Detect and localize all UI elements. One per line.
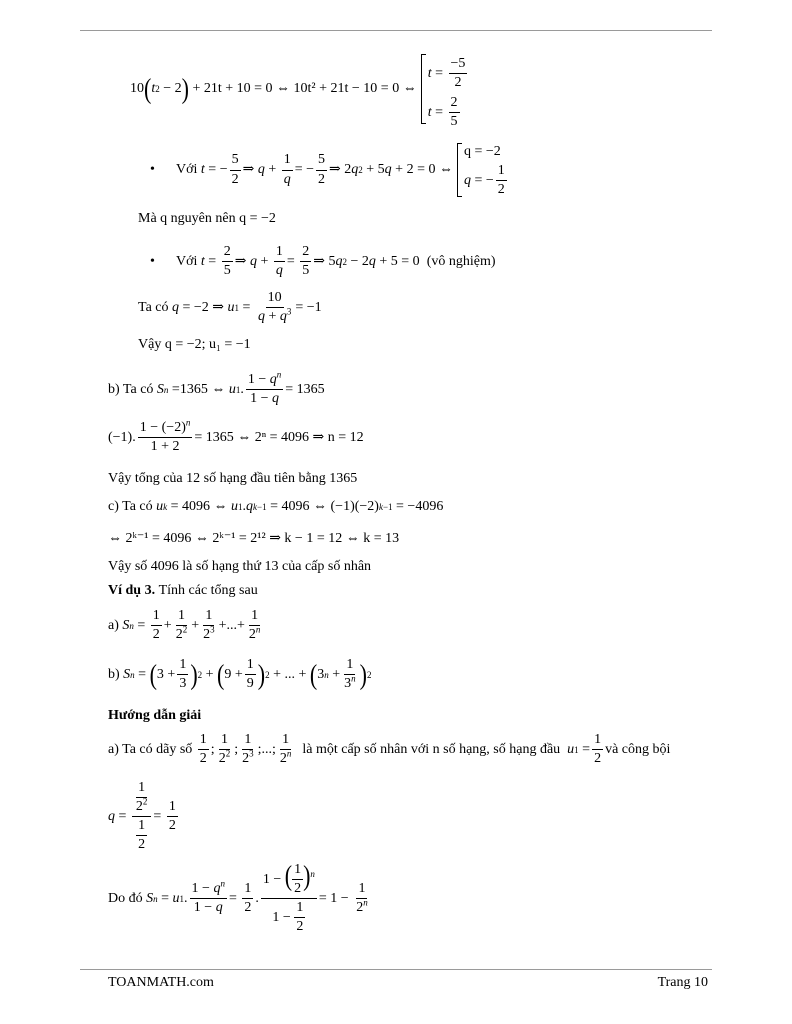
conclusion-2: Vậy tổng của 12 số hạng đầu tiên bằng 1365: [108, 471, 358, 486]
footer-page: Trang 10: [657, 975, 708, 990]
part-b-tail: = 1365 ⇔ 2ⁿ = 4096 ⇒ n = 12: [194, 429, 364, 445]
item-label: b): [108, 666, 120, 682]
example-3a: a) S n = $\frac{1}{2}$ + $\frac{1}{2^2}$ + $\frac{1}{2^3}$ +...+ $\frac{1}{2^n}$: [108, 608, 261, 643]
frac-num: 1: [496, 163, 507, 181]
frac-den: 2: [497, 182, 505, 198]
case-label: Với: [176, 162, 198, 177]
no-solution-note: (vô nghiệm): [426, 253, 496, 269]
part-c-line: c) Ta có u k = 4096 ⇔ u 1 . q k−1 = 4096 ⇔ (−1)(−2) k−1 = −4096: [108, 499, 444, 514]
case-2-line: • Với t = $\frac{2}{5}$ ⇒ q + $\frac{1}{q}$ = $\frac{2}{5}$ ⇒ 5 q 2 − 2 q + 5 = 0 (vô nghiệm): [150, 244, 496, 279]
case-label: Với: [176, 253, 198, 269]
example-text: Tính các tổng sau: [158, 583, 258, 598]
guide-title: Hướng dẫn giải: [108, 708, 202, 723]
solution-system-1: t = $\frac{-5}{2}$ t = $\frac{2}{5}$: [421, 54, 470, 124]
conclusion-1: Vậy q = −2; u₁ = −1: [138, 337, 251, 352]
sol-prefix: a) Ta có dãy số: [108, 741, 193, 757]
part-c-line-2: ⇔ 2ᵏ⁻¹ = 4096 ⇔ 2ᵏ⁻¹ = 2¹² ⇒ k − 1 = 12 ⇔ k = 13: [108, 531, 400, 546]
solution-system-2: q = −2 q = − $\frac{1}{2}$: [457, 143, 509, 197]
frac-den: 2: [454, 75, 462, 91]
frac-num: 10: [266, 290, 284, 308]
frac-num: −5: [449, 56, 468, 74]
header-rule: [80, 30, 712, 31]
part-c-prefix: c) Ta có: [108, 499, 153, 514]
part-b-prefix: b) Ta có: [108, 381, 154, 397]
final-prefix: Do đó: [108, 890, 143, 906]
sol-tail: và công bội: [605, 741, 671, 757]
equation-line-1: 10 ( t 2 − 2 ) + 21t + 10 = 0 ⇔ 10t² + 21t − 10 = 0 ⇔ t = $\frac{-5}{2}$ t = $\frac{2}{5}$: [130, 54, 469, 124]
example-title: Ví dụ 3.: [108, 583, 156, 598]
solution-a-line: a) Ta có dãy số $\frac{1}{2}$ ; $\frac{1}{2^2}$ ; $\frac{1}{2^3}$ ;...; $\frac{1}{2^n}$ là một cấp số nhân với n số hạng, số hạng đầu u 1 = $\frac{1}{2}$ và công bội: [108, 732, 671, 767]
u1-line: Ta có q = −2 ⇒ u 1 = $\frac{10}{q + q^3}$ = −1: [138, 290, 322, 325]
ratio-line: q = $\frac{\frac{1}{2^2}}{\frac{1}{2}}$ = $\frac{1}{2}$: [108, 780, 176, 853]
footer-site: TOANMATH.com: [108, 975, 214, 990]
part-b-line: b) Ta có S n =1365 ⇔ u 1 . $\frac{1 - q^n}{1 - q}$ = 1365: [108, 369, 325, 407]
conclusion-3: Vậy số 4096 là số hạng thứ 13 của cấp số nhân: [108, 559, 372, 574]
q-solution-1: q = −2: [463, 144, 501, 159]
sol-mid: là một cấp số nhân với n số hạng, số hạng đầu: [302, 741, 561, 757]
guide-heading: [108, 709, 201, 723]
eq-coef: 10: [130, 81, 144, 96]
footer-rule: [80, 969, 712, 970]
frac-den: 2: [231, 171, 239, 187]
item-label: a): [108, 617, 119, 633]
example-3-heading: [108, 584, 258, 598]
final-line: Do đó S n = u 1 . $\frac{1 - q^n}{1 - q}$ = $\frac{1}{2}$ . 1 − ( $\frac{1}{2}$ )$^n$ 1 − $\frac{1}{2}$ = 1 − $\frac{1}{2^n}$: [108, 858, 368, 935]
frac-den: 5: [450, 114, 458, 130]
example-3b: b) S n = ( 3 + $\frac{1}{3}$ ) 2 + ( 9 + $\frac{1}{9}$ ) 2 + ... + ( 3 n + $\frac{1}{3^n}$ ) 2: [108, 657, 372, 692]
part-b-value: = 1365: [285, 381, 325, 397]
lead-text: Ta có: [138, 299, 169, 315]
case-1-line: • Với t = − $\frac{5}{2}$ ⇒ q + $\frac{1}{q}$ = − $\frac{5}{2}$ ⇒ 2 q 2 + 5 q + 2 = 0 ⇔ q = −2 q = − $\frac{1}{2}$: [150, 143, 509, 197]
frac-num: 2: [449, 95, 460, 113]
eq-mid: + 21t + 10 = 0 ⇔ 10t² + 21t − 10 = 0 ⇔: [192, 81, 417, 96]
frac-num: 5: [230, 152, 241, 170]
part-b-line-2: (−1). $\frac{1 - (-2)^n}{1 + 2}$ = 1365 ⇔ 2ⁿ = 4096 ⇒ n = 12: [108, 417, 364, 455]
note-integer: Mà q nguyên nên q = −2: [138, 211, 276, 226]
